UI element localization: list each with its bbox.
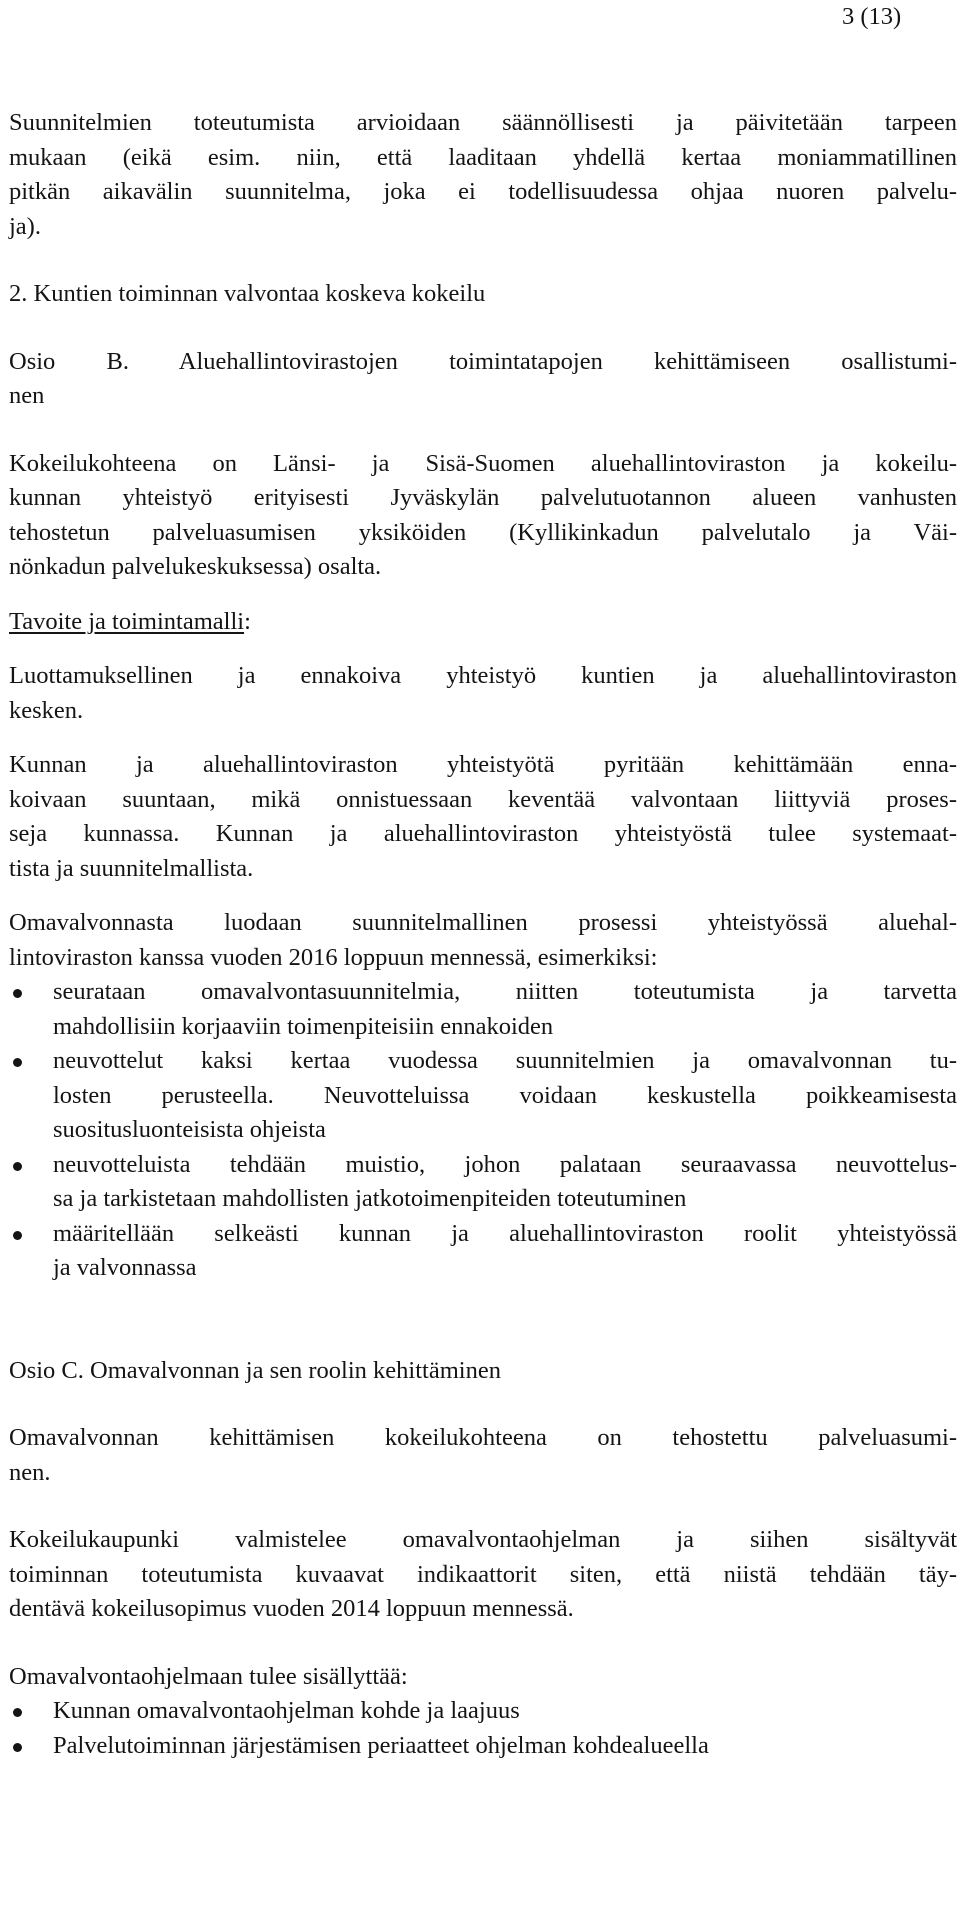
text-line: neuvotteluista tehdään muistio, johon palataan seuraavassa neuvottelus- <box>53 1150 957 1178</box>
document-body <box>9 106 957 1763</box>
text-line: nönkadun palvelukeskuksessa) osalta. <box>9 553 382 580</box>
heading-text: Osio C. Omavalvonnan ja sen roolin kehittäminen <box>9 1356 501 1384</box>
text-line: Luottamuksellinen ja ennakoiva yhteistyö kuntien ja aluehallintoviraston <box>9 662 957 689</box>
paragraph-luottamuksellinen <box>9 659 957 728</box>
bullet-icon <box>13 989 22 998</box>
text-line: suositusluonteisista ohjeista <box>53 1116 326 1143</box>
paragraph-suunnitelmien <box>9 106 957 244</box>
text-line: sa ja tarkistetaan mahdollisten jatkotoimenpiteiden toteutuminen <box>53 1185 687 1212</box>
text-line: mukaan (eikä esim. niin, että laaditaan yhdellä kertaa moniammatillinen <box>9 143 957 171</box>
text-line: kunnan yhteistyö erityisesti Jyväskylän palvelutuotannon alueen vanhusten <box>9 484 957 511</box>
text-line: ja valvonnassa <box>53 1254 197 1281</box>
bullet-icon <box>13 1708 22 1717</box>
text-line: toiminnan toteutumista kuvaavat indikaattorit siten, että niistä tehdään täy- <box>9 1560 957 1588</box>
bullet-list-omavalvontaohjelma <box>9 1694 957 1763</box>
page-number: 3 (13) <box>842 3 902 30</box>
section-heading-2 <box>9 277 957 312</box>
text-line: nen. <box>9 1458 51 1486</box>
subsection-heading-osio-b <box>9 345 957 414</box>
text-line: Osio B. Aluehallintovirastojen toimintatapojen kehittämiseen osallistumi- <box>9 347 957 375</box>
text-line: tehostetun palveluasumisen yksiköiden (Kyllikinkadun palvelutalo ja Väi- <box>9 518 957 546</box>
text-line: ja). <box>9 212 41 240</box>
text-line: kesken. <box>9 696 84 724</box>
list-item <box>9 1729 957 1764</box>
paragraph-omavalvonnasta <box>9 906 957 975</box>
list-item <box>9 1148 957 1217</box>
list-item <box>9 975 957 1044</box>
paragraph-omavalvonnan-kehittamisen <box>9 1421 957 1490</box>
bullet-icon <box>13 1058 22 1067</box>
text-line: Omavalvonnan kehittämisen kokeilukohteena on tehostettu palveluasumi- <box>9 1424 957 1451</box>
text-line: Kunnan ja aluehallintoviraston yhteistyötä pyritään kehittämään enna- <box>9 751 957 778</box>
tavoite-heading-colon: : <box>244 607 251 635</box>
heading-text: 2. Kuntien toiminnan valvontaa koskeva kokeilu <box>9 280 486 307</box>
bullet-icon <box>13 1743 22 1752</box>
text-line: Kunnan omavalvontaohjelman kohde ja laajuus <box>53 1697 520 1724</box>
text-line: tista ja suunnitelmallista. <box>9 854 254 882</box>
bullet-list-omavalvonta <box>9 975 957 1286</box>
tavoite-heading <box>9 605 957 640</box>
list-item <box>9 1044 957 1148</box>
text-line: dentävä kokeilusopimus vuoden 2014 loppuun mennessä. <box>9 1595 574 1622</box>
text-line: pitkän aikavälin suunnitelma, joka ei todellisuudessa ohjaa nuoren palvelu- <box>9 178 957 205</box>
paragraph-kokeilukaupunki <box>9 1523 957 1627</box>
paragraph-kokeilukohteena <box>9 447 957 585</box>
text-line: Omavalvontaohjelmaan tulee sisällyttää: <box>9 1662 408 1690</box>
text-line: neuvottelut kaksi kertaa vuodessa suunnitelmien ja omavalvonnan tu- <box>53 1047 957 1074</box>
bullet-icon <box>13 1162 22 1171</box>
text-line: Kokeilukaupunki valmistelee omavalvontaohjelman ja siihen sisältyvät <box>9 1526 957 1553</box>
text-line: seurataan omavalvontasuunnitelmia, niitten toteutumista ja tarvetta <box>53 978 957 1005</box>
list-item <box>9 1217 957 1286</box>
text-line: koivaan suuntaan, mikä onnistuessaan keventää valvontaan liittyviä proses- <box>9 785 957 813</box>
text-line: Kokeilukohteena on Länsi- ja Sisä-Suomen aluehallintoviraston ja kokeilu- <box>9 449 957 477</box>
paragraph-omavalvontaohjelmaan <box>9 1660 957 1695</box>
text-line: Suunnitelmien toteutumista arvioidaan säännöllisesti ja päivitetään tarpeen <box>9 109 957 136</box>
subsection-heading-osio-c <box>9 1354 957 1389</box>
text-line: määritellään selkeästi kunnan ja aluehallintoviraston roolit yhteistyössä <box>53 1219 957 1247</box>
paragraph-kunnan-yhteistyo <box>9 748 957 886</box>
text-line: mahdollisiin korjaaviin toimenpiteisiin ennakoiden <box>53 1012 554 1040</box>
text-line: Omavalvonnasta luodaan suunnitelmallinen prosessi yhteistyössä aluehal- <box>9 909 957 936</box>
tavoite-heading-text: Tavoite ja toimintamalli <box>9 607 245 635</box>
bullet-icon <box>13 1231 22 1240</box>
list-item <box>9 1694 957 1729</box>
text-line: losten perusteella. Neuvotteluissa voidaan keskustella poikkeamisesta <box>53 1081 957 1109</box>
text-line: nen <box>9 382 45 409</box>
text-line: lintoviraston kanssa vuoden 2016 loppuun mennessä, esimerkiksi: <box>9 943 658 971</box>
text-line: Palvelutoiminnan järjestämisen periaatteet ohjelman kohdealueella <box>53 1731 709 1759</box>
text-line: seja kunnassa. Kunnan ja aluehallintoviraston yhteistyöstä tulee systemaat- <box>9 820 957 847</box>
